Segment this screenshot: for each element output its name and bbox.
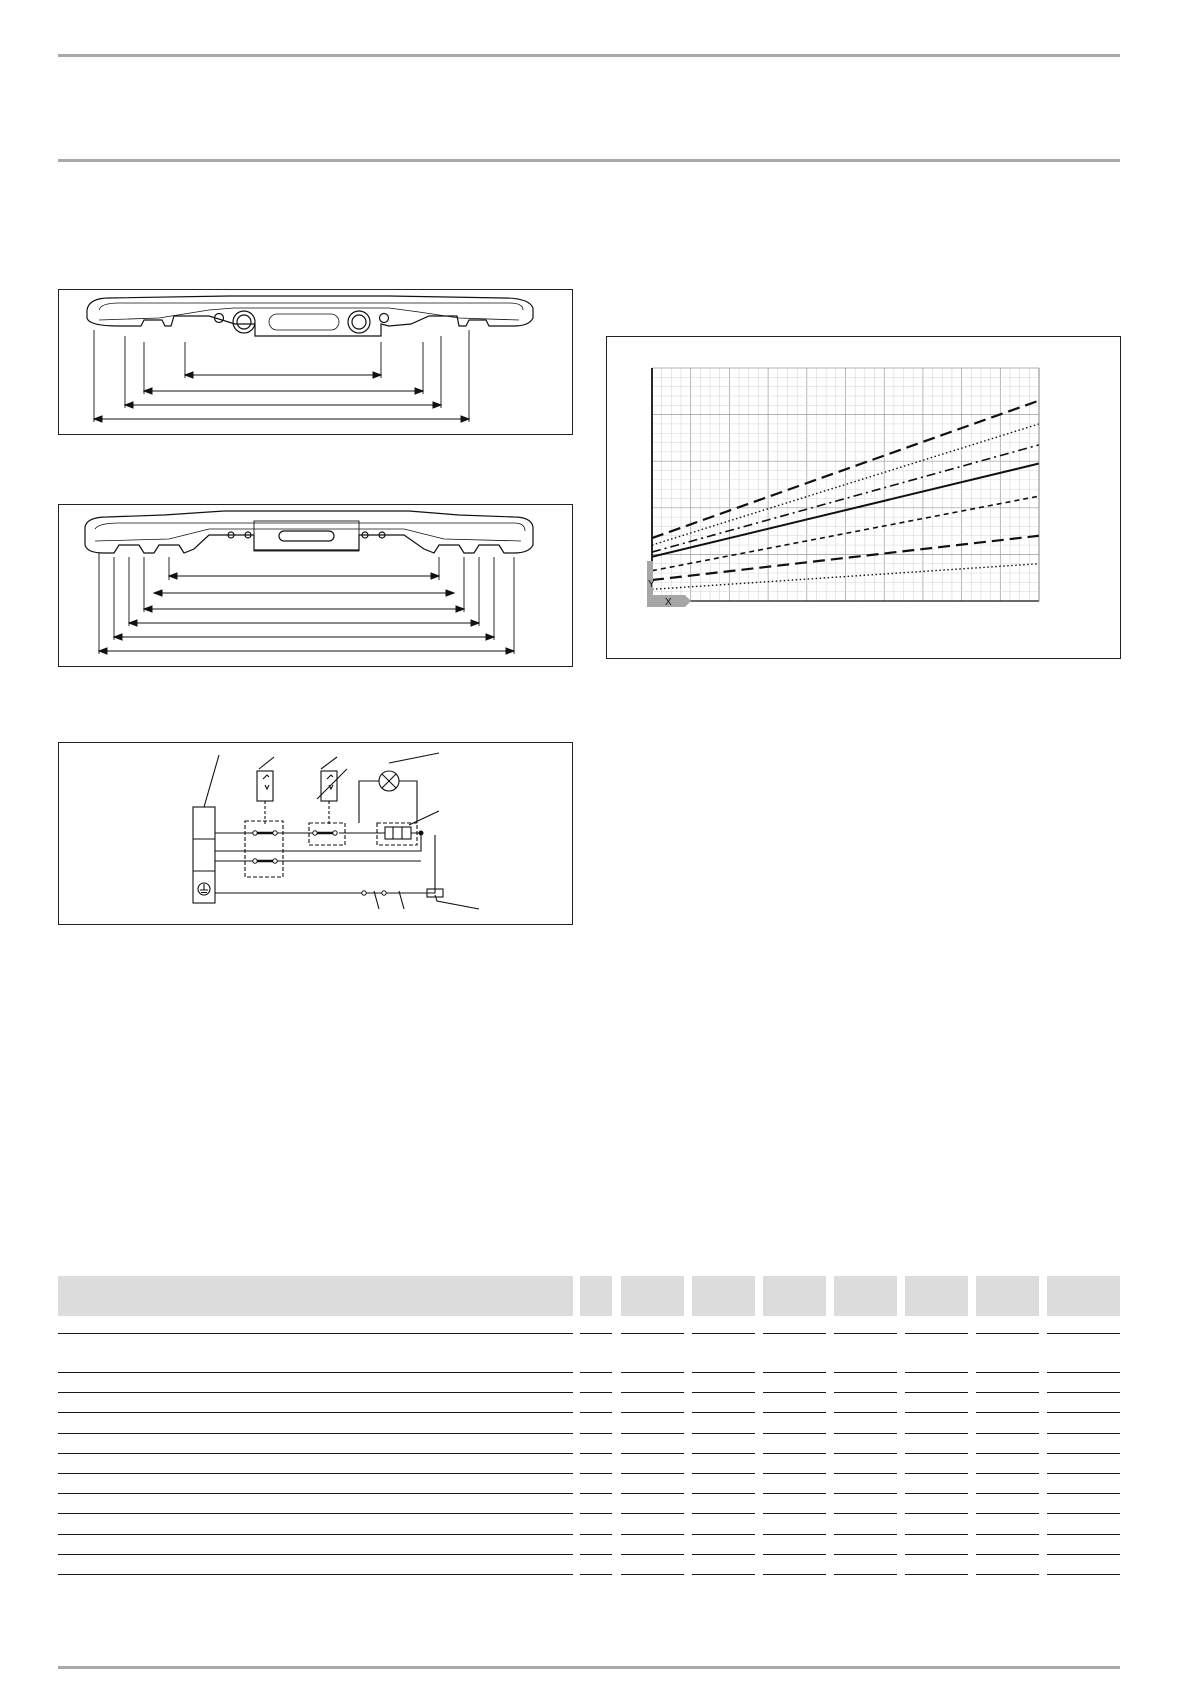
table-row-line xyxy=(692,1433,755,1434)
table-row-line xyxy=(580,1412,612,1413)
table-row-line xyxy=(1047,1453,1120,1454)
table-row-line xyxy=(621,1392,684,1393)
figure-rail-2 xyxy=(58,504,573,667)
table-row-line xyxy=(763,1574,826,1575)
table-row-line xyxy=(905,1372,968,1373)
table-row-line xyxy=(58,1473,573,1474)
y-axis-label: Y xyxy=(648,579,655,590)
table-row-line xyxy=(621,1372,684,1373)
table-row-line xyxy=(1047,1433,1120,1434)
table-row-line xyxy=(580,1493,612,1494)
table-row-line xyxy=(692,1392,755,1393)
x-axis-label: X xyxy=(665,597,672,608)
table-row-line xyxy=(834,1333,897,1334)
table-row-line xyxy=(905,1554,968,1555)
table-row-line xyxy=(692,1412,755,1413)
table-row-line xyxy=(1047,1412,1120,1413)
table-row-line xyxy=(763,1534,826,1535)
table-row-line xyxy=(692,1554,755,1555)
table-row-line xyxy=(58,1433,573,1434)
table-row-line xyxy=(976,1433,1039,1434)
table-row-line xyxy=(58,1574,573,1575)
rail-2-drawing xyxy=(59,505,574,668)
table-row-line xyxy=(763,1493,826,1494)
figure-wiring-diagram xyxy=(58,742,573,925)
table-row-line xyxy=(834,1574,897,1575)
table-row-line xyxy=(1047,1392,1120,1393)
table-header-cell xyxy=(1047,1276,1120,1316)
table-row-line xyxy=(1047,1534,1120,1535)
table-row-line xyxy=(621,1534,684,1535)
table-header-cell xyxy=(976,1276,1039,1316)
table-row-line xyxy=(1047,1513,1120,1514)
table-row-line xyxy=(621,1412,684,1413)
figure-rail-1 xyxy=(58,289,573,435)
table-row-line xyxy=(905,1473,968,1474)
table-header-cell xyxy=(834,1276,897,1316)
table-row-line xyxy=(834,1534,897,1535)
table-row-line xyxy=(621,1433,684,1434)
table-row-line xyxy=(1047,1333,1120,1334)
chart-grid xyxy=(652,368,1039,601)
table-row-line xyxy=(976,1574,1039,1575)
table-row-line xyxy=(692,1453,755,1454)
table-row-line xyxy=(692,1513,755,1514)
table-row-line xyxy=(763,1513,826,1514)
table-row-line xyxy=(692,1372,755,1373)
table-row-line xyxy=(580,1333,612,1334)
table-row-line xyxy=(905,1433,968,1434)
table-row-line xyxy=(621,1453,684,1454)
table-row-line xyxy=(763,1433,826,1434)
table-row-line xyxy=(763,1453,826,1454)
wiring-drawing xyxy=(59,743,574,926)
table-row-line xyxy=(976,1372,1039,1373)
table-row-line xyxy=(58,1453,573,1454)
table-row-line xyxy=(621,1473,684,1474)
table-row-line xyxy=(692,1493,755,1494)
table-row-line xyxy=(976,1473,1039,1474)
table-header-cell xyxy=(580,1276,612,1316)
table-row-line xyxy=(1047,1493,1120,1494)
table-row-line xyxy=(763,1372,826,1373)
table-row-line xyxy=(1047,1473,1120,1474)
table-row-line xyxy=(834,1392,897,1393)
table-row-line xyxy=(976,1554,1039,1555)
table-row-line xyxy=(905,1513,968,1514)
table-row-line xyxy=(58,1534,573,1535)
table-row-line xyxy=(976,1534,1039,1535)
table-row-line xyxy=(692,1534,755,1535)
table-row-line xyxy=(580,1513,612,1514)
table-row-line xyxy=(58,1513,573,1514)
table-row-line xyxy=(834,1412,897,1413)
table-row-line xyxy=(58,1333,573,1334)
table-row-line xyxy=(834,1513,897,1514)
table-row-line xyxy=(976,1513,1039,1514)
table-row-line xyxy=(621,1493,684,1494)
table-row-line xyxy=(834,1433,897,1434)
table-row-line xyxy=(763,1392,826,1393)
table-row-line xyxy=(580,1433,612,1434)
rail-1-drawing xyxy=(59,290,574,436)
table-row-line xyxy=(834,1554,897,1555)
table-row-line xyxy=(692,1473,755,1474)
table-row-line xyxy=(976,1412,1039,1413)
table-row-line xyxy=(763,1412,826,1413)
table-row-line xyxy=(580,1392,612,1393)
table-row-line xyxy=(58,1493,573,1494)
figure-chart xyxy=(606,336,1121,659)
table-row-line xyxy=(58,1554,573,1555)
table-row-line xyxy=(905,1574,968,1575)
table-row-line xyxy=(692,1333,755,1334)
table-row-line xyxy=(58,1392,573,1393)
table-row-line xyxy=(763,1554,826,1555)
table-header-cell xyxy=(692,1276,755,1316)
table-header-cell xyxy=(621,1276,684,1316)
table-row-line xyxy=(621,1333,684,1334)
table-row-line xyxy=(58,1412,573,1413)
table-row-line xyxy=(621,1554,684,1555)
table-row-line xyxy=(1047,1554,1120,1555)
table-row-line xyxy=(580,1534,612,1535)
table-row-line xyxy=(834,1493,897,1494)
table-row-line xyxy=(976,1392,1039,1393)
top-rule xyxy=(58,54,1120,57)
table-row-line xyxy=(692,1574,755,1575)
table-row-line xyxy=(905,1493,968,1494)
table-header-cell xyxy=(763,1276,826,1316)
table-row-line xyxy=(1047,1372,1120,1373)
table-row-line xyxy=(621,1513,684,1514)
table-row-line xyxy=(834,1473,897,1474)
table-row-line xyxy=(763,1473,826,1474)
table-row-line xyxy=(580,1554,612,1555)
table-row-line xyxy=(580,1473,612,1474)
table-row-line xyxy=(905,1412,968,1413)
table-row-line xyxy=(976,1333,1039,1334)
table-row-line xyxy=(905,1534,968,1535)
table-row-line xyxy=(976,1493,1039,1494)
table-row-line xyxy=(580,1372,612,1373)
table-header-cell xyxy=(58,1276,573,1316)
table-row-line xyxy=(905,1453,968,1454)
table-row-line xyxy=(763,1333,826,1334)
table-row-line xyxy=(621,1574,684,1575)
table-row-line xyxy=(580,1453,612,1454)
table-row-line xyxy=(580,1574,612,1575)
header-rule xyxy=(58,159,1120,162)
table-header-cell xyxy=(905,1276,968,1316)
footer-rule xyxy=(58,1666,1120,1669)
table-row-line xyxy=(834,1372,897,1373)
table-row-line xyxy=(905,1333,968,1334)
table-row-line xyxy=(976,1453,1039,1454)
table-row-line xyxy=(834,1453,897,1454)
table-row-line xyxy=(1047,1574,1120,1575)
table-row-line xyxy=(905,1392,968,1393)
table-row-line xyxy=(58,1372,573,1373)
